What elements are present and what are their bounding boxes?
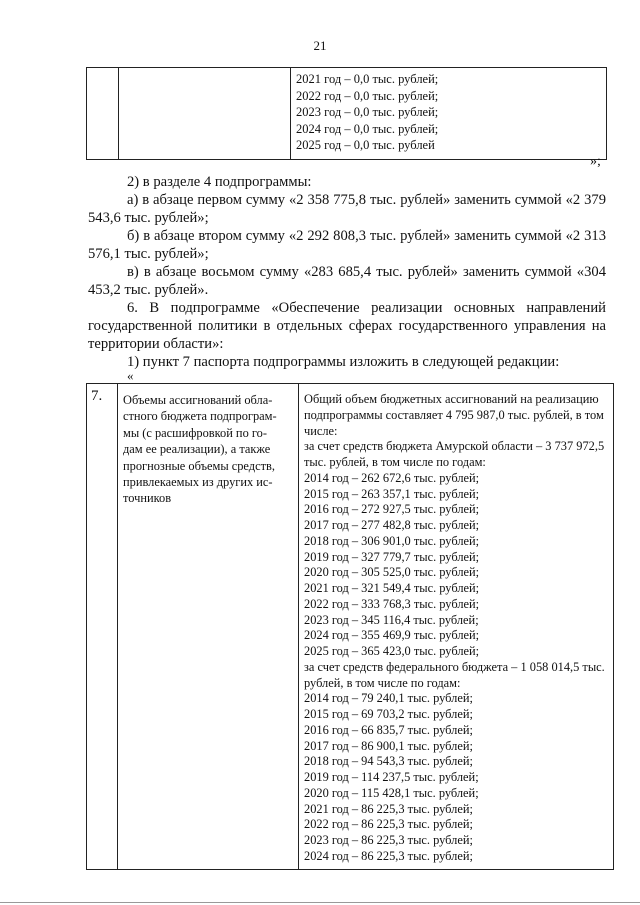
label-line: мы (с расшифровкой по го- (123, 425, 267, 440)
value-line: рублей, в том числе по годам: (304, 675, 461, 690)
opening-quote: « (127, 368, 134, 383)
label-line: привлекаемых из других ис- (123, 475, 273, 490)
value-line: 2015 год – 263 357,1 тыс. рублей; (304, 486, 480, 501)
item-label-cell (118, 384, 299, 870)
value-line: за счет средств федерального бюджета – 1 058 014,5 тыс. (304, 659, 605, 674)
label-line: Объемы ассигнований обла- (123, 393, 273, 407)
page-number: 21 (313, 38, 327, 53)
value-line: за счет средств бюджета Амурской области – 3 737 972,5 (304, 439, 605, 454)
value-line: 2024 год – 86 225,3 тыс. рублей; (304, 848, 473, 863)
passport-table (86, 383, 614, 870)
scan-edge-line (0, 902, 640, 903)
paragraph-a: а) в абзаце первом сумму «2 358 775,8 тыс. рублей» заменить суммой «2 379 543,6 тыс. рублей»; (88, 192, 606, 227)
paragraph-c: в) в абзаце восьмом сумму «283 685,4 тыс. рублей» заменить суммой «304 453,2 тыс. рублей». (88, 264, 606, 299)
value-line: 2014 год – 79 240,1 тыс. рублей; (304, 691, 473, 706)
label-line: дам ее реализации), а также (123, 442, 271, 457)
paragraph-6: 6. В подпрограмме «Обеспечение реализации основных направлений государственной политики в отдельных сферах государственного управления на территории области»: (88, 300, 606, 353)
table-line: 2023 год – 0,0 тыс. рублей; (296, 105, 439, 120)
item-number: 7. (91, 388, 103, 404)
value-line: 2022 год – 333 768,3 тыс. рублей; (304, 596, 480, 611)
table-line: 2025 год – 0,0 тыс. рублей (296, 138, 435, 153)
value-line: 2014 год – 262 672,6 тыс. рублей; (304, 470, 480, 485)
value-line: 2015 год – 69 703,2 тыс. рублей; (304, 707, 473, 721)
label-line: точников (123, 491, 172, 506)
table-line: 2022 год – 0,0 тыс. рублей; (296, 88, 439, 103)
item-value-cell (299, 384, 614, 870)
value-line: 2019 год – 114 237,5 тыс. рублей; (304, 770, 479, 784)
value-line: 2018 год – 306 901,0 тыс. рублей; (304, 533, 480, 548)
value-line: подпрограммы составляет 4 795 987,0 тыс. рублей, в том (304, 407, 604, 422)
continuation-label-cell (119, 68, 291, 160)
continuation-table (86, 67, 607, 160)
value-line: 2016 год – 272 927,5 тыс. рублей; (304, 502, 480, 517)
closing-quote: »; (590, 154, 601, 169)
value-line: 2017 год – 86 900,1 тыс. рублей; (304, 738, 473, 753)
value-line: 2021 год – 321 549,4 тыс. рублей; (304, 581, 480, 595)
value-line: 2016 год – 66 835,7 тыс. рублей; (304, 722, 473, 737)
value-line: 2019 год – 327 779,7 тыс. рублей; (304, 549, 480, 564)
value-line: тыс. рублей, в том числе по годам: (304, 455, 486, 469)
label-line: прогнозные объемы средств, (123, 458, 275, 473)
value-line: 2017 год – 277 482,8 тыс. рублей; (304, 518, 480, 532)
value-line: 2023 год – 345 116,4 тыс. рублей; (304, 612, 479, 627)
value-line: 2023 год – 86 225,3 тыс. рублей; (304, 833, 473, 847)
table-line: 2024 год – 0,0 тыс. рублей; (296, 121, 439, 136)
paragraph-item-1: 1) пункт 7 паспорта подпрограммы изложить в следующей редакции: (127, 354, 560, 370)
value-line: Общий объем бюджетных ассигнований на реализацию (304, 392, 599, 406)
item-number-cell (87, 384, 118, 870)
paragraph-section-4: 2) в разделе 4 подпрограммы: (127, 174, 312, 190)
value-line: 2021 год – 86 225,3 тыс. рублей; (304, 801, 473, 816)
value-line: 2025 год – 365 423,0 тыс. рублей; (304, 644, 480, 658)
label-line: стного бюджета подпрограм- (123, 409, 277, 424)
paragraph-b: б) в абзаце втором сумму «2 292 808,3 тыс. рублей» заменить суммой «2 313 576,1 тыс. рублей»; (88, 228, 606, 263)
value-line: 2020 год – 115 428,1 тыс. рублей; (304, 785, 479, 800)
continuation-number-cell (87, 68, 119, 160)
value-line: 2024 год – 355 469,9 тыс. рублей; (304, 628, 480, 643)
value-line: 2022 год – 86 225,3 тыс. рублей; (304, 817, 473, 832)
table-line: 2021 год – 0,0 тыс. рублей; (296, 72, 439, 86)
value-line: 2020 год – 305 525,0 тыс. рублей; (304, 565, 480, 580)
continuation-value-cell (291, 68, 607, 160)
value-line: 2018 год – 94 543,3 тыс. рублей; (304, 754, 473, 769)
value-line: числе: (304, 423, 338, 438)
